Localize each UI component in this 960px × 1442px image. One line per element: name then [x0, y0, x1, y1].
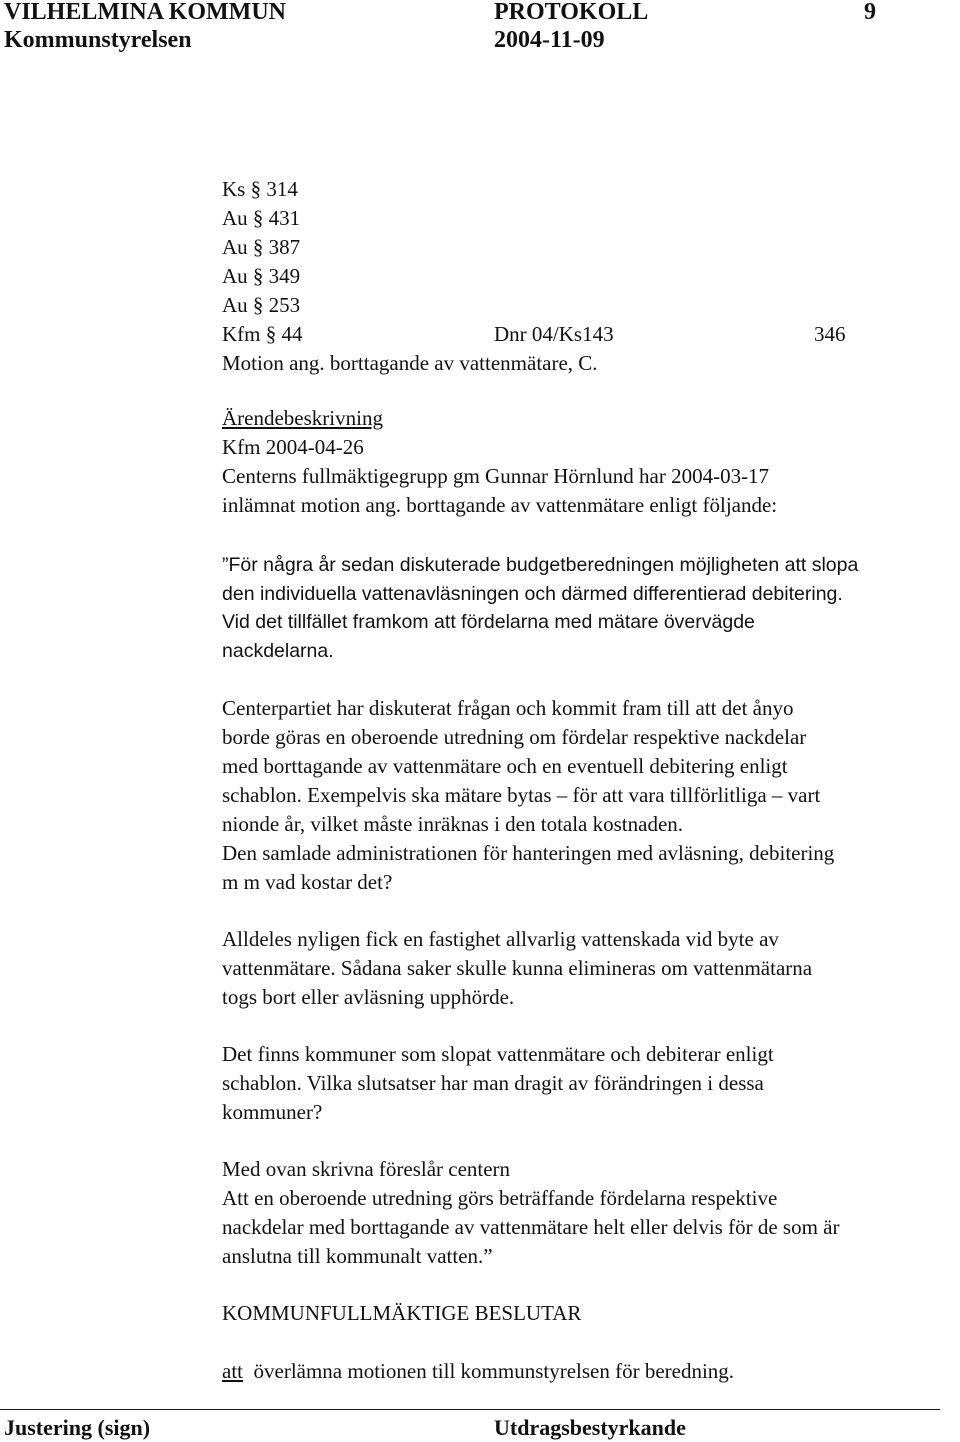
- text-line: Den samlade administrationen för hanteringen med avläsning, debitering: [222, 841, 835, 865]
- reference-list: [222, 175, 960, 378]
- quote-line: Vid det tillfället framkom att fördelarna med mätare övervägde: [222, 611, 755, 633]
- text-line: nionde år, vilket måste inräknas i den totala kostnaden.: [222, 812, 684, 836]
- text-line: Alldeles nyligen fick en fastighet allvarlig vattenskada vid byte av: [222, 927, 779, 951]
- text-line: med borttagande av vattenmätare och en eventuell debitering enligt: [222, 754, 788, 778]
- reference-item: Au § 387: [222, 235, 301, 259]
- description-line: inlämnat motion ang. borttagande av vattenmätare enligt följande:: [222, 493, 778, 517]
- motion-paragraph-4: [222, 1155, 960, 1271]
- description-line: Centerns fullmäktigegrupp gm Gunnar Hörnlund har 2004-03-17: [222, 464, 770, 488]
- decision-body: överlämna motionen till kommunstyrelsen för beredning.: [253, 1359, 735, 1383]
- footer-justering: Justering (sign): [4, 1415, 151, 1440]
- decision-text: [222, 1357, 734, 1386]
- motion-paragraph-2: [222, 925, 960, 1012]
- quote-section: [222, 551, 960, 665]
- description-heading: Ärendebeskrivning: [222, 406, 383, 430]
- subject-line: Motion ang. borttagande av vattenmätare, C.: [222, 351, 598, 375]
- text-line: Med ovan skrivna föreslår centern: [222, 1157, 511, 1181]
- page-number: 9: [864, 0, 876, 25]
- motion-paragraph-3: [222, 1040, 960, 1127]
- municipality-name: VILHELMINA KOMMUN: [4, 0, 286, 25]
- description-line: Kfm 2004-04-26: [222, 435, 364, 459]
- quote-line: nackdelarna.: [222, 639, 334, 662]
- motion-paragraph-1: [222, 694, 960, 897]
- text-line: schablon. Exempelvis ska mätare bytas – för att vara tillförlitliga – vart: [222, 783, 821, 807]
- text-line: Centerpartiet har diskuterat frågan och kommit fram till att det ånyo: [222, 696, 794, 720]
- description-section: [222, 404, 960, 520]
- footer-utdragsbestyrkande: Utdragsbestyrkande: [494, 1415, 686, 1440]
- quote-line: den individuella vattenavläsningen och därmed differentierad debitering.: [222, 582, 843, 605]
- reference-item: Au § 349: [222, 264, 301, 288]
- quote-line: ”För några år sedan diskuterade budgetberedningen möjligheten att slopa: [222, 554, 859, 576]
- document-type: PROTOKOLL: [494, 0, 649, 25]
- decision-att: att: [222, 1359, 243, 1383]
- text-line: schablon. Vilka slutsatser har man dragit av förändringen i dessa: [222, 1071, 764, 1095]
- decision-heading: KOMMUNFULLMÄKTIGE BESLUTAR: [222, 1301, 582, 1325]
- text-line: nackdelar med borttagande av vattenmätare helt eller delvis för de som är: [222, 1215, 840, 1239]
- signature-rule: [0, 1409, 940, 1410]
- text-line: borde göras en oberoende utredning om fördelar respektive nackdelar: [222, 725, 807, 749]
- reference-item: Au § 431: [222, 206, 301, 230]
- text-line: m m vad kostar det?: [222, 870, 393, 894]
- text-line: vattenmätare. Sådana saker skulle kunna elimineras om vattenmätarna: [222, 956, 813, 980]
- dnr-number: Dnr 04/Ks143: [494, 322, 614, 346]
- text-line: Det finns kommuner som slopat vattenmätare och debiterar enligt: [222, 1042, 774, 1066]
- meeting-date: 2004-11-09: [494, 27, 605, 53]
- text-line: kommuner?: [222, 1100, 323, 1124]
- text-line: anslutna till kommunalt vatten.”: [222, 1244, 493, 1268]
- text-line: Att en oberoende utredning görs beträffande fördelarna respektive: [222, 1186, 778, 1210]
- reference-item: Au § 253: [222, 293, 301, 317]
- paragraph-number: 346: [814, 322, 846, 346]
- reference-item-kfm: Kfm § 44 Dnr 04/Ks143 346: [222, 320, 960, 349]
- reference-item: Ks § 314: [222, 177, 298, 201]
- text-line: togs bort eller avläsning upphörde.: [222, 985, 515, 1009]
- committee-name: Kommunstyrelsen: [4, 27, 192, 53]
